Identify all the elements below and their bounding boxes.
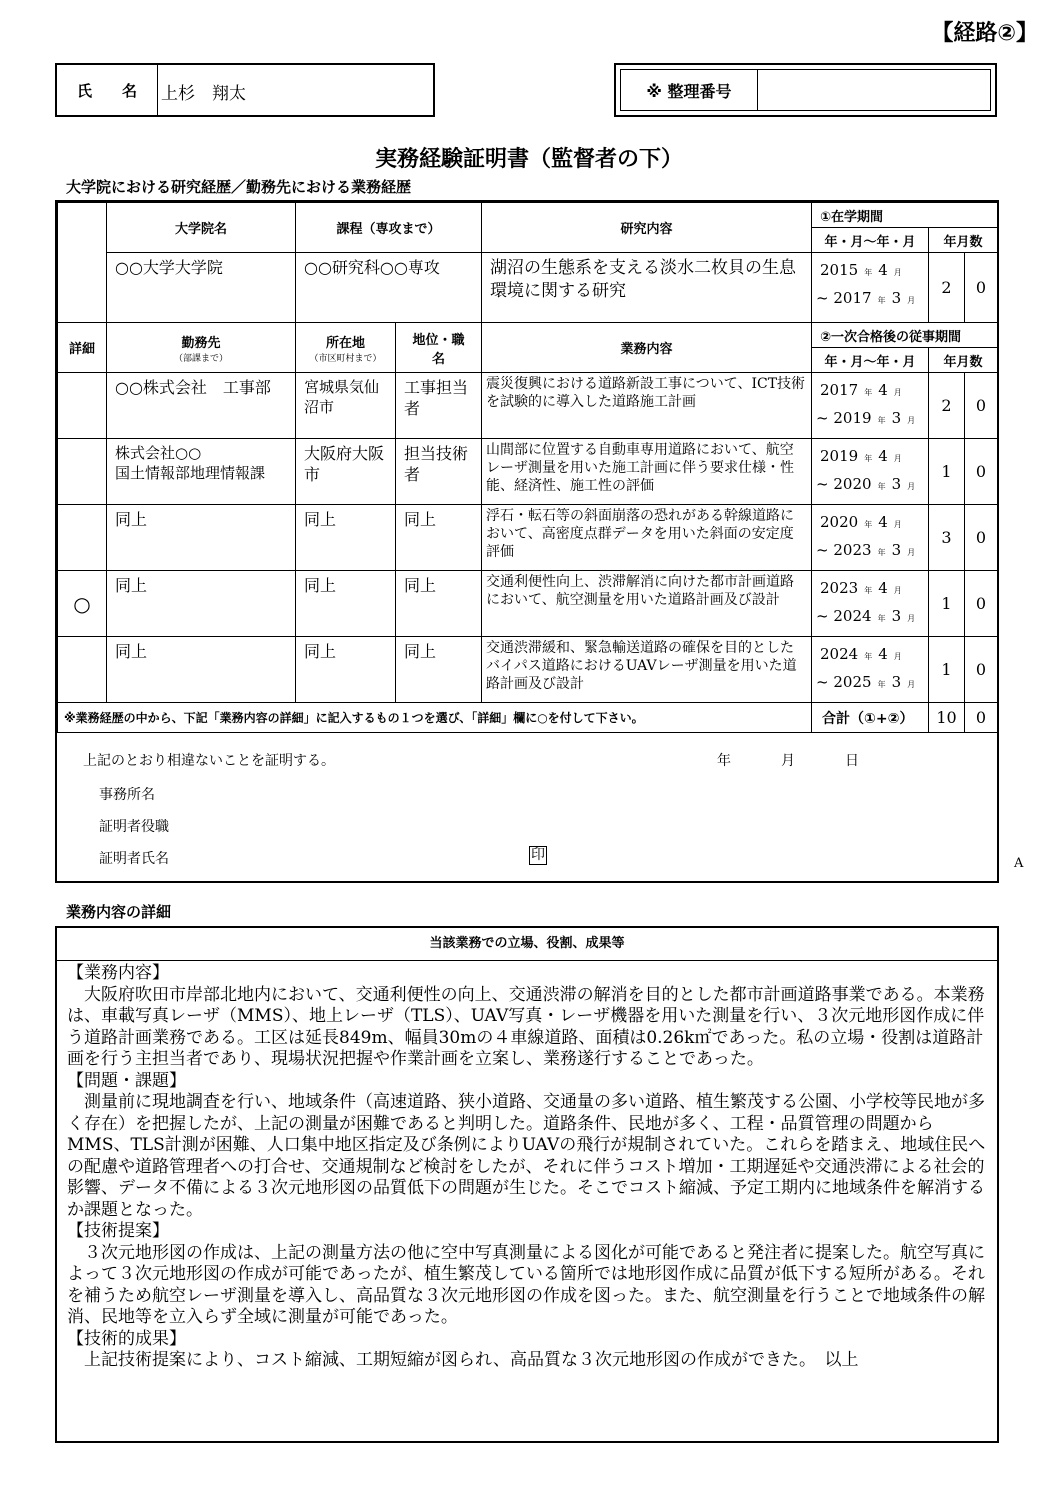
work-position: 同上 <box>396 505 482 571</box>
col-course: 課程（専攻まで） <box>296 203 482 253</box>
work-location: 同上 <box>296 505 396 571</box>
work-content: 山間部に位置する自動車専用道路において、航空レーザ測量を用いた施工計画に伴う要求仕様・性能、経済性、施工性の評価 <box>482 439 812 505</box>
work-m: 0 <box>965 439 998 505</box>
page-title: 実務経験証明書（監督者の下） <box>374 147 683 172</box>
work-row <box>58 373 998 439</box>
detail-mark[interactable] <box>58 505 107 571</box>
ref-box <box>614 63 997 117</box>
work-employer: 同上 <box>107 505 296 571</box>
name-label: 氏 名 <box>57 65 158 115</box>
work-content: 交通渋滞緩和、緊急輸送道路の確保を目的としたバイパス道路におけるUAVレーザ測量を用いた道路計画及び設計 <box>482 637 812 703</box>
col-work-period-group: ②一次合格後の従事期間 <box>812 323 998 348</box>
work-position: 同上 <box>396 571 482 637</box>
work-row <box>58 637 998 703</box>
date-month: 月 <box>781 753 795 769</box>
name-box <box>55 63 435 117</box>
grad-period: 2015 年 4 月 ~ 2017 年 3 月 <box>812 253 929 323</box>
career-table <box>57 202 998 733</box>
work-period: 2017 年 4 月 ~ 2019 年 3 月 <box>812 373 929 439</box>
work-y: 1 <box>929 571 965 637</box>
side-mark: A <box>1014 856 1024 871</box>
work-employer: 同上 <box>107 571 296 637</box>
cert-role-label: 証明者役職 <box>99 819 169 835</box>
work-y: 2 <box>929 373 965 439</box>
page-subtitle: 大学院における研究経歴／勤務先における業務経歴 <box>66 178 412 196</box>
work-y: 1 <box>929 439 965 505</box>
col-location: 所在地 （市区町村まで） <box>296 323 396 373</box>
work-row <box>58 505 998 571</box>
total-y: 10 <box>929 703 965 733</box>
work-location: 同上 <box>296 637 396 703</box>
seal-mark: 印 <box>531 847 545 863</box>
col-research: 研究内容 <box>482 203 812 253</box>
work-row <box>58 571 998 637</box>
work-position: 担当技術者 <box>396 439 482 505</box>
work-y: 3 <box>929 505 965 571</box>
detail-header: 当該業務での立場、役割、成果等 <box>57 928 997 961</box>
total-label: 合計（①+②） <box>812 703 929 733</box>
work-row <box>58 439 998 505</box>
work-location: 同上 <box>296 571 396 637</box>
paragraph-problem: 測量前に現地調査を行い、地域条件（高速道路、狭小道路、交通量の多い道路、植生繁茂する公園、小学校等民地が多く存在）を把握したが、上記の測量が困難であると判明した。道路条件、民地が多く、工程・品質管理の問題からMMS、TLS計測が困難、人口集中地区指定及び条例によりUAVの飛行が規制されていた。これらを踏まえ、地域住民への配慮や道路管理者への打合せ、交通規制など検討をしたが、それに伴うコスト増加・工期遅延や交通渋滞による社会的影響、データ不備による３次元地形図の品質低下の問題が生じた。そこでコスト縮減、予定工期内に地域条件を解消するか課題となった。 <box>67 1092 986 1220</box>
cert-name-label: 証明者氏名 <box>99 851 169 867</box>
work-m: 0 <box>965 637 998 703</box>
col-study-period-group: ①在学期間 <box>812 203 998 228</box>
work-position: 工事担当者 <box>396 373 482 439</box>
work-location: 大阪府大阪市 <box>296 439 396 505</box>
col-detail: 詳細 <box>58 323 107 373</box>
col-study-years: 年月数 <box>929 228 998 253</box>
detail-mark[interactable] <box>58 637 107 703</box>
work-m: 0 <box>965 373 998 439</box>
certify-text: 上記のとおり相違ないことを証明する。 <box>83 753 335 769</box>
work-content: 震災復興における道路新設工事について、ICT技術を試験的に導入した道路施工計画 <box>482 373 812 439</box>
paragraph-result: 上記技術提案により、コスト縮減、工期短縮が図られ、高品質な３次元地形図の作成ができた。 以上 <box>67 1350 859 1370</box>
work-period: 2024 年 4 月 ~ 2025 年 3 月 <box>812 637 929 703</box>
work-content: 交通利便性向上、渋滞解消に向けた都市計画道路において、航空測量を用いた道路計画及び設計 <box>482 571 812 637</box>
grad-course: ○○研究科○○専攻 <box>296 253 482 323</box>
work-content: 浮石・転石等の斜面崩落の恐れがある幹線道路において、高密度点群データを用いた斜面の安定度評価 <box>482 505 812 571</box>
grad-research: 湖沼の生態系を支える淡水二枚貝の生息環境に関する研究 <box>482 253 812 323</box>
col-employer: 勤務先 （部課まで） <box>107 323 296 373</box>
work-location: 宮城県気仙沼市 <box>296 373 396 439</box>
office-label: 事務所名 <box>99 787 155 803</box>
work-y: 1 <box>929 637 965 703</box>
paragraph-proposal: ３次元地形図の作成は、上記の測量方法の他に空中写真測量による図化が可能であると発注者に提案した。航空写真によって３次元地形図の作成が可能であったが、植生繁茂している箇所では地形図作成に品質が低下する短所がある。それを補うため航空レーザ測量を導入し、高品質な３次元地形図の作成を図った。また、航空測量を行うことで地域条件の解消、民地等を立入らず全域に測量が可能であった。 <box>67 1242 985 1327</box>
detail-mark[interactable] <box>58 373 107 439</box>
name-value: 上杉 翔太 <box>161 84 246 104</box>
heading-content: 【業務内容】 <box>67 963 169 983</box>
work-employer: ○○株式会社 工事部 <box>107 373 296 439</box>
col-work-period: 年・月〜年・月 <box>812 348 929 373</box>
work-employer: 同上 <box>107 637 296 703</box>
selection-note: ※業務経歴の中から、下記「業務内容の詳細」に記入するもの１つを選び、「詳細」欄に○を付して下さい。 <box>58 703 812 733</box>
blank-cell <box>58 203 107 323</box>
total-m: 0 <box>965 703 998 733</box>
route-tag: 【経路②】 <box>931 21 1038 46</box>
detail-mark[interactable] <box>58 439 107 505</box>
paragraph-content: 大阪府吹田市岸部北地内において、交通利便性の向上、交通渋滞の解消を目的とした都市計画道路事業である。本業務は、車載写真レーザ（MMS）、地上レーザ（TLS）、UAV写真・レーザ機器を用いた測量を行い、３次元地形図作成に伴う道路計画業務である。工区は延長849m、幅員30mの４車線道路、面積は0.26k㎡であった。私の立場・役割は道路計画を行う主担当者であり、現場状況把握や作業計画を立案し、業務遂行することであった。 <box>67 984 985 1069</box>
col-work-years: 年月数 <box>929 348 998 373</box>
col-position: 地位・職名 <box>396 323 482 373</box>
detail-mark[interactable]: ○ <box>58 571 107 637</box>
ref-label: ※ 整理番号 <box>621 70 758 110</box>
col-school: 大学院名 <box>107 203 296 253</box>
heading-proposal: 【技術提案】 <box>67 1221 169 1241</box>
grad-m: 0 <box>965 253 998 323</box>
col-content: 業務内容 <box>482 323 812 373</box>
heading-result: 【技術的成果】 <box>67 1328 186 1349</box>
date-year: 年 <box>717 753 731 769</box>
work-employer: 株式会社○○ 国土情報部地理情報課 <box>107 439 296 505</box>
detail-box <box>55 926 999 1443</box>
work-period: 2019 年 4 月 ~ 2020 年 3 月 <box>812 439 929 505</box>
date-day: 日 <box>845 753 859 769</box>
work-m: 0 <box>965 571 998 637</box>
col-study-period: 年・月〜年・月 <box>812 228 929 253</box>
detail-body <box>57 961 997 1372</box>
career-form <box>55 200 999 883</box>
grad-y: 2 <box>929 253 965 323</box>
detail-section-title: 業務内容の詳細 <box>66 903 172 921</box>
grad-school: ○○大学大学院 <box>107 253 296 323</box>
work-period: 2023 年 4 月 ~ 2024 年 3 月 <box>812 571 929 637</box>
grad-row <box>58 253 998 323</box>
work-period: 2020 年 4 月 ~ 2023 年 3 月 <box>812 505 929 571</box>
work-position: 同上 <box>396 637 482 703</box>
work-m: 0 <box>965 505 998 571</box>
heading-problem: 【問題・課題】 <box>67 1070 186 1091</box>
